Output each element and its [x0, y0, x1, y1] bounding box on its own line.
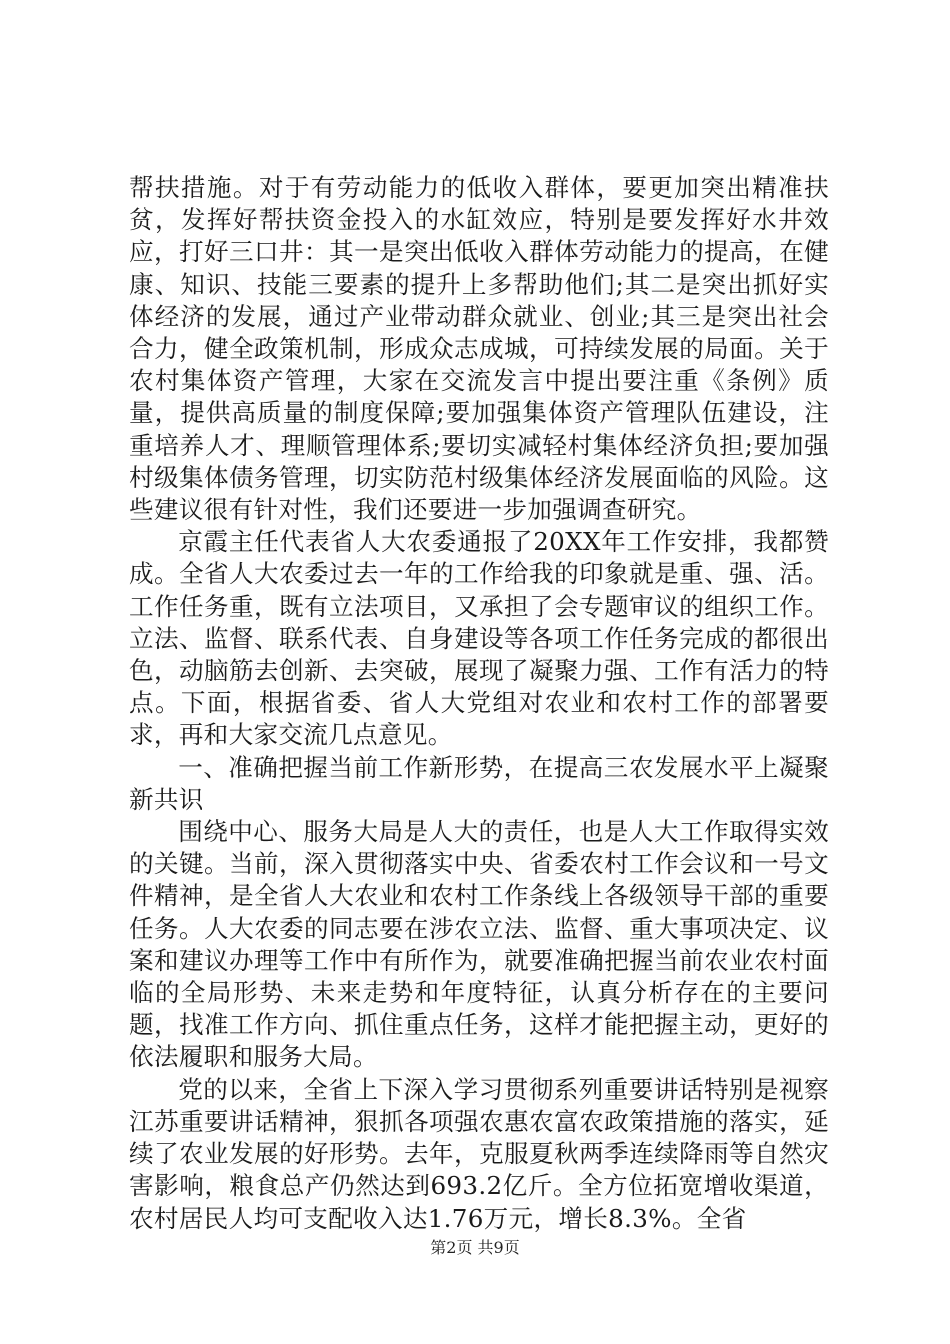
- page-footer: [0, 1238, 950, 1258]
- paragraph-1: 帮扶措施。对于有劳动能力的低收入群体，要更加突出精准扶贫，发挥好帮扶资金投入的水缸效应，特别是要发挥好水井效应，打好三口井：其一是突出低收入群体劳动能力的提高，在健康、知识、技能三要素的提升上多帮助他们;其二是突出抓好实体经济的发展，通过产业带动群众就业、创业;其三是突出社会合力，健全政策机制，形成众志成城，可持续发展的局面。关于农村集体资产管理，大家在交流发言中提出要注重《条例》质量，提供高质量的制度保障;要加强集体资产管理队伍建设，注重培养人才、理顺管理体系;要切实减轻村集体经济负担;要加强村级集体债务管理，切实防范村级集体经济发展面临的风险。这些建议很有针对性，我们还要进一步加强调查研究。: [129, 173, 829, 525]
- section-heading-1: 一、准确把握当前工作新形势，在提高三农发展水平上凝聚新共识: [129, 752, 829, 814]
- page-number-label: 第2页 共9页: [430, 1238, 520, 1257]
- document-body: [129, 172, 829, 1235]
- paragraph-4: 围绕中心、服务大局是人大的责任，也是人大工作取得实效的关键。当前，深入贯彻落实中央、省委农村工作会议和一号文件精神，是全省人大农业和农村工作条线上各级领导干部的重要任务。人大农委的同志要在涉农立法、监督、重大事项决定、议案和建议办理等工作中有所作为，就要准确把握当前农业农村面临的全局形势、未来走势和年度特征，认真分析存在的主要问题，找准工作方向、抓住重点任务，这样才能把握主动，更好的依法履职和服务大局。: [129, 817, 829, 1072]
- paragraph-5: 党的以来，全省上下深入学习贯彻系列重要讲话特别是视察江苏重要讲话精神，狠抓各项强农惠农富农政策措施的落实，延续了农业发展的好形势。去年，克服夏秋两季连续降雨等自然灾害影响，粮食总产仍然达到693.2亿斤。全方位拓宽增收渠道，农村居民人均可支配收入达1.76万元，增长8.3%。全省: [129, 1074, 829, 1233]
- paragraph-2: 京霞主任代表省人大农委通报了20XX年工作安排，我都赞成。全省人大农委过去一年的工作给我的印象就是重、强、活。工作任务重，既有立法项目，又承担了会专题审议的组织工作。立法、监督、联系代表、自身建设等各项工作任务完成的都很出色，动脑筋去创新、去突破，展现了凝聚力强、工作有活力的特点。下面，根据省委、省人大党组对农业和农村工作的部署要求，再和大家交流几点意见。: [129, 527, 829, 750]
